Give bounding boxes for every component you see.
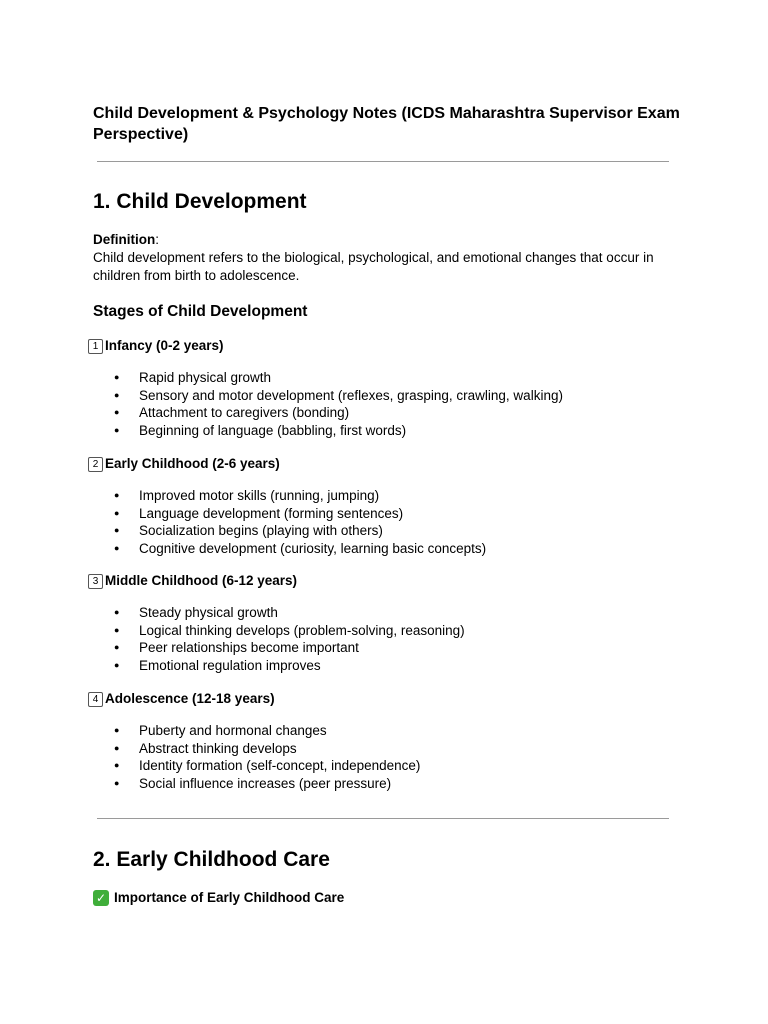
document-title: Child Development & Psychology Notes (ICDS Maharashtra Supervisor Exam Perspective): [93, 105, 680, 143]
importance-subheading: [93, 889, 344, 907]
list-item: ● Socialization begins (playing with others): [114, 522, 486, 540]
list-item: ● Puberty and hormonal changes: [114, 722, 420, 740]
list-item: ● Logical thinking develops (problem-solving, reasoning): [114, 622, 465, 640]
section-heading-early-childhood-care: 2. Early Childhood Care: [93, 848, 330, 871]
stage-points-middle-childhood: [114, 604, 465, 674]
stage-heading-adolescence: [88, 690, 275, 708]
stage-points-adolescence: [114, 722, 420, 792]
section-heading-child-development: 1. Child Development: [93, 190, 307, 213]
stage-points-early-childhood: [114, 487, 486, 557]
definition-label: [93, 231, 159, 249]
keycap-number-icon: 2: [88, 457, 103, 472]
definition-text: Child development refers to the biological, psychological, and emotional changes that occur in children from birth to adolescence.: [93, 250, 654, 283]
list-item: ● Attachment to caregivers (bonding): [114, 404, 563, 422]
list-item: ● Cognitive development (curiosity, learning basic concepts): [114, 540, 486, 558]
keycap-number-icon: 1: [88, 339, 103, 354]
stage-title: Early Childhood (2-6 years): [105, 456, 280, 471]
list-item: ● Language development (forming sentences): [114, 505, 486, 523]
keycap-number-icon: 4: [88, 692, 103, 707]
horizontal-rule: [97, 818, 669, 819]
definition-colon: :: [155, 232, 160, 247]
check-mark-icon: ✓: [93, 890, 109, 906]
stage-heading-infancy: [88, 337, 224, 355]
list-item: ● Rapid physical growth: [114, 369, 563, 387]
list-item: ● Improved motor skills (running, jumping): [114, 487, 486, 505]
list-item: ● Social influence increases (peer pressure): [114, 775, 420, 793]
list-item: ● Abstract thinking develops: [114, 740, 420, 758]
stage-heading-early-childhood: [88, 455, 280, 473]
definition-label-text: Definition: [93, 232, 156, 247]
stage-title: Middle Childhood (6-12 years): [105, 573, 298, 588]
list-item: ● Sensory and motor development (reflexes, grasping, crawling, walking): [114, 387, 563, 405]
keycap-number-icon: 3: [88, 574, 103, 589]
stage-title: Infancy (0-2 years): [105, 338, 224, 353]
stage-points-infancy: [114, 369, 563, 439]
stage-title: Adolescence (12-18 years): [105, 691, 275, 706]
list-item: ● Identity formation (self-concept, independence): [114, 757, 420, 775]
list-item: ● Beginning of language (babbling, first words): [114, 422, 563, 440]
stage-heading-middle-childhood: [88, 572, 297, 590]
stages-heading: Stages of Child Development: [93, 303, 308, 320]
horizontal-rule: [97, 161, 669, 162]
list-item: ● Peer relationships become important: [114, 639, 465, 657]
importance-subheading-text: Importance of Early Childhood Care: [114, 890, 345, 905]
list-item: ● Steady physical growth: [114, 604, 465, 622]
list-item: ● Emotional regulation improves: [114, 657, 465, 675]
